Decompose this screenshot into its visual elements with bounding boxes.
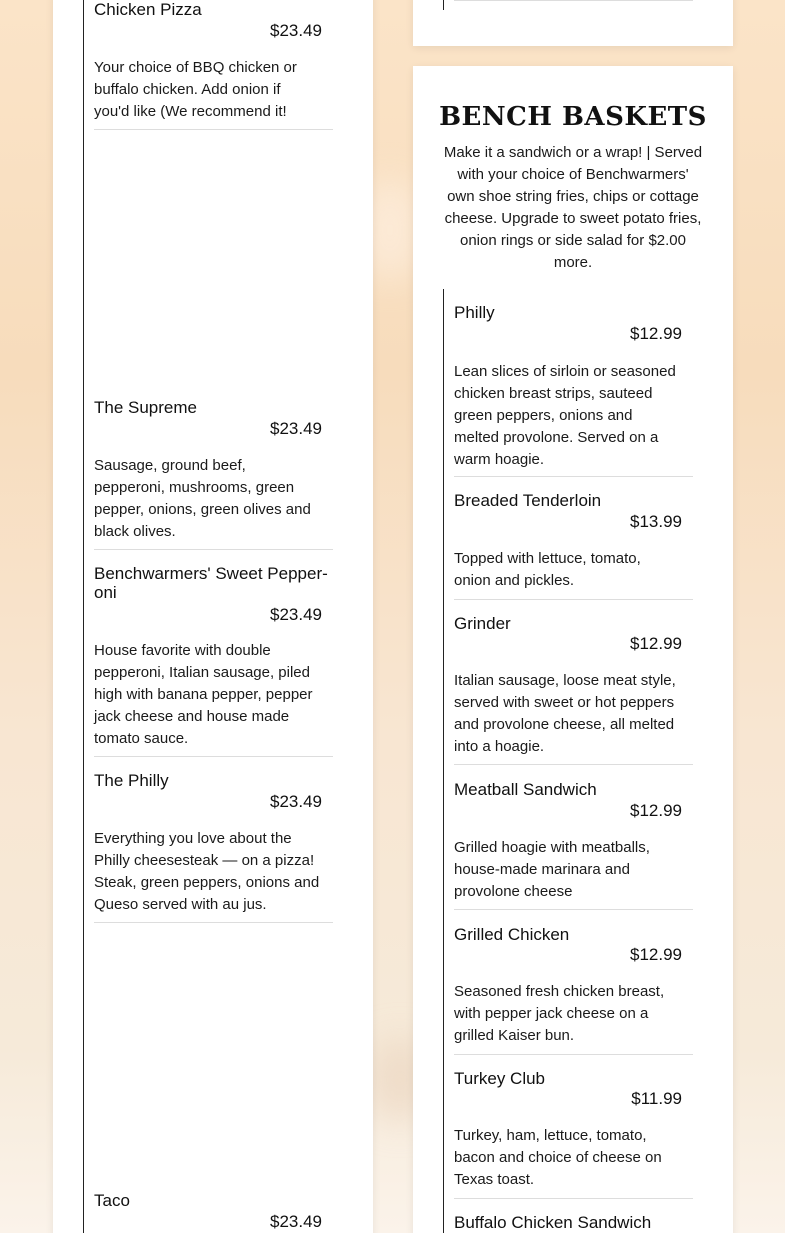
bench-baskets-card <box>413 66 733 1233</box>
item-name: Meatball Sandwich <box>454 780 597 799</box>
menu-item-meatball-sandwich[interactable] <box>454 780 693 900</box>
menu-item-philly[interactable] <box>454 303 693 468</box>
item-divider <box>94 129 333 130</box>
menu-item-turkey-club[interactable] <box>454 1069 693 1188</box>
item-description: House favorite with double pepperoni, Italian sausage, piled high with banana pepper, pepper jack cheese and house made tomato sauce. <box>94 642 313 747</box>
menu-item-the-philly[interactable] <box>94 771 333 913</box>
item-description: Turkey, ham, lettuce, tomato, bacon and choice of cheese on Texas toast. <box>454 1127 662 1188</box>
menu-item-breaded-tenderloin[interactable] <box>454 491 693 589</box>
item-divider <box>94 549 333 550</box>
item-divider <box>454 909 693 910</box>
item-price: $23.49 <box>270 1212 322 1231</box>
item-name: The Supreme <box>94 398 197 417</box>
pizza-menu-list <box>83 0 333 1233</box>
item-price: $23.49 <box>270 792 322 811</box>
item-divider <box>94 756 333 757</box>
item-divider <box>454 476 693 477</box>
previous-section-card <box>413 0 733 46</box>
item-price: $12.99 <box>630 801 682 820</box>
item-price: $23.49 <box>270 419 322 438</box>
item-name: Grinder <box>454 614 511 633</box>
item-description: Topped with lettuce, tomato, onion and pickles. <box>454 550 641 589</box>
menu-item-grinder[interactable] <box>454 614 693 755</box>
section-title: BENCH BASKETS <box>439 102 707 132</box>
item-name: The Philly <box>94 771 169 790</box>
item-name: Taco <box>94 1191 130 1210</box>
item-name: Breaded Tenderloin <box>454 491 602 510</box>
menu-item-taco[interactable] <box>94 1191 333 1231</box>
item-divider <box>94 922 333 923</box>
item-price: $23.49 <box>270 605 322 624</box>
item-price: $12.99 <box>630 324 682 343</box>
item-description: Italian sausage, loose meat style, served with sweet or hot peppers and provolone cheese, all melted into a hoagie. <box>454 672 676 755</box>
bench-baskets-list <box>443 289 693 1233</box>
item-divider <box>454 0 693 1</box>
previous-section-list <box>443 0 693 10</box>
item-name: Buffalo Chicken Sandwich <box>454 1213 652 1232</box>
item-price: $13.99 <box>630 512 682 531</box>
item-description: Sausage, ground beef, pepperoni, mushrooms, green pepper, onions, green olives and black olives. <box>94 457 311 540</box>
item-divider <box>454 764 693 765</box>
item-description: Your choice of BBQ chicken or buffalo chicken. Add onion if you'd like (We recommend it! <box>94 59 297 120</box>
item-description: Grilled hoagie with meatballs, house-made marinara and provolone cheese <box>454 839 650 900</box>
section-description: Make it a sandwich or a wrap! | Served with your choice of Benchwarmers' own shoe string fries, chips or cottage cheese. Upgrade to sweet potato fries, onion rings or side salad for $2.00 more. <box>443 144 703 271</box>
item-name: Turkey Club <box>454 1069 546 1088</box>
pizza-menu-card <box>53 0 373 1233</box>
item-name: Chicken Pizza <box>94 0 202 19</box>
item-name: Benchwarmers' Sweet Pepper-oni <box>94 564 328 602</box>
menu-item-grilled-chicken[interactable] <box>454 925 693 1044</box>
menu-item-sweet-pepperoni[interactable] <box>94 564 333 747</box>
item-price: $12.99 <box>630 945 682 964</box>
item-price: $11.99 <box>631 1089 682 1108</box>
item-divider <box>454 1198 693 1199</box>
item-description: Everything you love about the Philly cheesesteak — on a pizza! Steak, green peppers, onions and Queso served with au jus. <box>94 830 320 913</box>
item-name: Philly <box>454 303 495 322</box>
item-divider <box>454 1054 693 1055</box>
item-price: $12.99 <box>630 634 682 653</box>
item-price: $23.49 <box>270 21 322 40</box>
item-description: Lean slices of sirloin or seasoned chicken breast strips, sauteed green peppers, onions and melted provolone. Served on a warm hoagie. <box>454 363 676 468</box>
item-description: Seasoned fresh chicken breast, with pepper jack cheese on a grilled Kaiser bun. <box>454 983 665 1044</box>
item-name: Grilled Chicken <box>454 925 570 944</box>
menu-item-the-supreme[interactable] <box>94 398 333 540</box>
item-divider <box>454 599 693 600</box>
menu-item-chicken-pizza[interactable] <box>94 0 333 120</box>
menu-item-buffalo-chicken-sandwich[interactable] <box>454 1213 693 1232</box>
